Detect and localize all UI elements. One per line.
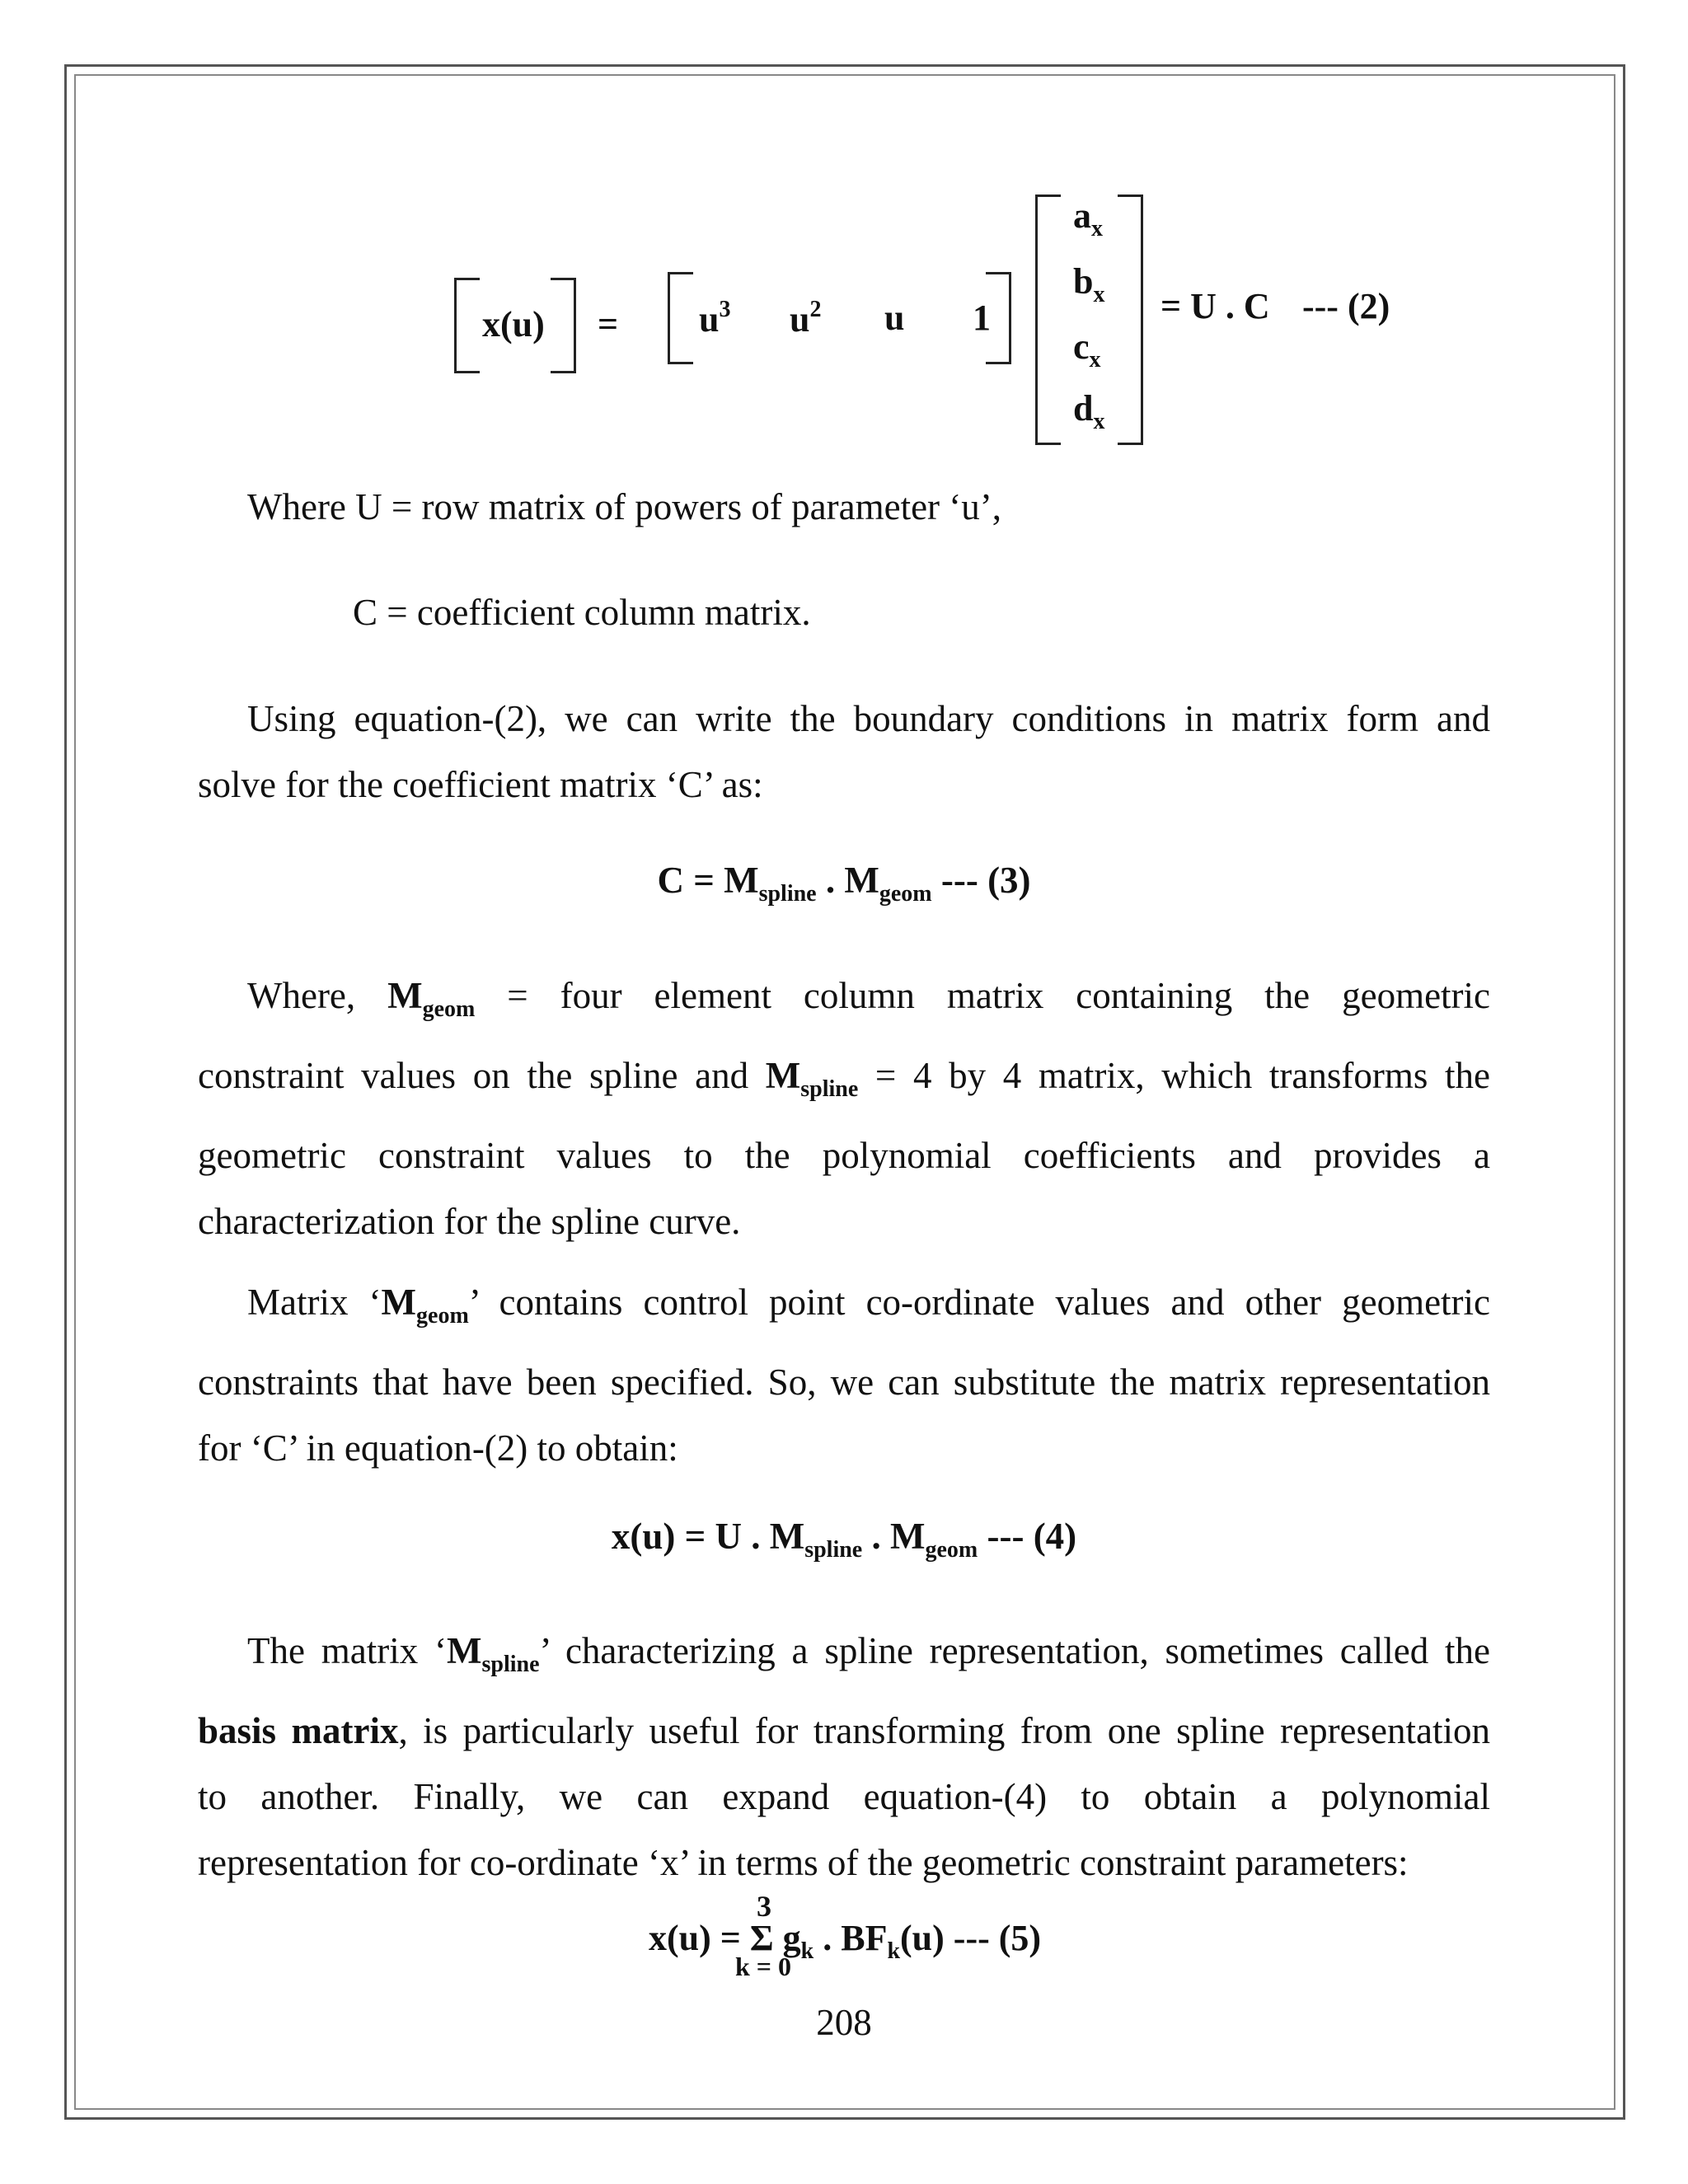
paragraph-3-line-2: constraints that have been specified. So, we can substitute the matrix representation — [198, 1361, 1490, 1403]
col-bracket-right — [1118, 194, 1143, 445]
paragraph-3-line-1: Matrix ‘$M_{geom}$’ contains control point co-ordinate values and other geometric — [247, 1282, 1491, 1329]
equation-3: $C = M_{spline}$ . $M_{geom}$ --- (3) — [657, 860, 1031, 907]
paragraph-2-line-3: geometric constraint values to the polynomial coefficients and provides a — [198, 1135, 1490, 1176]
paragraph-2 — [198, 963, 1490, 1254]
equation-5-body: x(u) = Σ $g_k$ . $BF_k(u)$ --- (5) — [649, 1918, 1042, 1964]
col-bx: $b_x$ — [1073, 261, 1105, 307]
paragraph-2-line-1: Where, $M_{geom}$ = four element column matrix containing the geometric — [247, 975, 1491, 1022]
lhs-xu: x(u) — [482, 304, 545, 344]
col-ax: $a_x$ — [1073, 195, 1103, 241]
where-u-text: Where U = row matrix of powers of parameter ‘u’, — [247, 486, 1002, 527]
col-dx: $d_x$ — [1073, 388, 1105, 434]
sigma-symbol: Σ — [749, 1918, 774, 1958]
paragraph-4-line-3: to another. Finally, we can expand equation-(4) to obtain a polynomial — [198, 1776, 1490, 1817]
row-u: u — [884, 298, 905, 338]
col-cx: $c_x$ — [1073, 326, 1101, 373]
equation-2-tag: --- (2) — [1302, 286, 1390, 326]
row-u2: $u^2$ — [790, 297, 822, 340]
page-number: 208 — [816, 2002, 872, 2043]
row-u3: $u^3$ — [699, 297, 731, 340]
paragraph-4-line-4: representation for co-ordinate ‘x’ in terms of the geometric constraint parameters: — [198, 1842, 1409, 1883]
paragraph-1-line-2: solve for the coefficient matrix ‘C’ as: — [198, 764, 763, 805]
where-u-line — [247, 474, 1484, 540]
lhs-bracket-left — [454, 278, 480, 373]
where-c-line — [353, 579, 1424, 645]
sum-lower-limit: k = 0 — [735, 1952, 792, 1981]
row-bracket-right — [986, 272, 1011, 364]
paragraph-4-line-2: basis matrix, is particularly useful for transforming from one spline representation — [198, 1710, 1490, 1751]
equals-sign: = — [598, 304, 619, 344]
equation-2-rhs: = U . C — [1160, 286, 1270, 326]
sum-upper-limit: 3 — [757, 1890, 771, 1923]
paragraph-3 — [198, 1269, 1490, 1481]
paragraph-1-line-1: Using equation-(2), we can write the boundary conditions in matrix form and — [247, 698, 1490, 739]
where-c-text: C = coefficient column matrix. — [353, 592, 811, 633]
paragraph-4-line-1: The matrix ‘$M_{spline}$’ characterizing a spline representation, sometimes called the — [247, 1630, 1490, 1677]
paragraph-1 — [198, 686, 1490, 818]
lhs-bracket-right — [551, 278, 576, 373]
paragraph-4 — [198, 1618, 1490, 1896]
row-one: 1 — [973, 298, 991, 338]
equation-4: x(u) = U . $M_{spline}$ . $M_{geom}$ --- (4) — [611, 1516, 1077, 1563]
paragraph-2-line-2: constraint values on the spline and $M_{spline} = 4$ by 4 matrix, which transforms the — [198, 1055, 1490, 1102]
col-bracket-left — [1035, 194, 1061, 445]
row-bracket-left — [668, 272, 693, 364]
paragraph-2-line-4: characterization for the spline curve. — [198, 1201, 741, 1242]
paragraph-3-line-3: for ‘C’ in equation-(2) to obtain: — [198, 1427, 678, 1469]
